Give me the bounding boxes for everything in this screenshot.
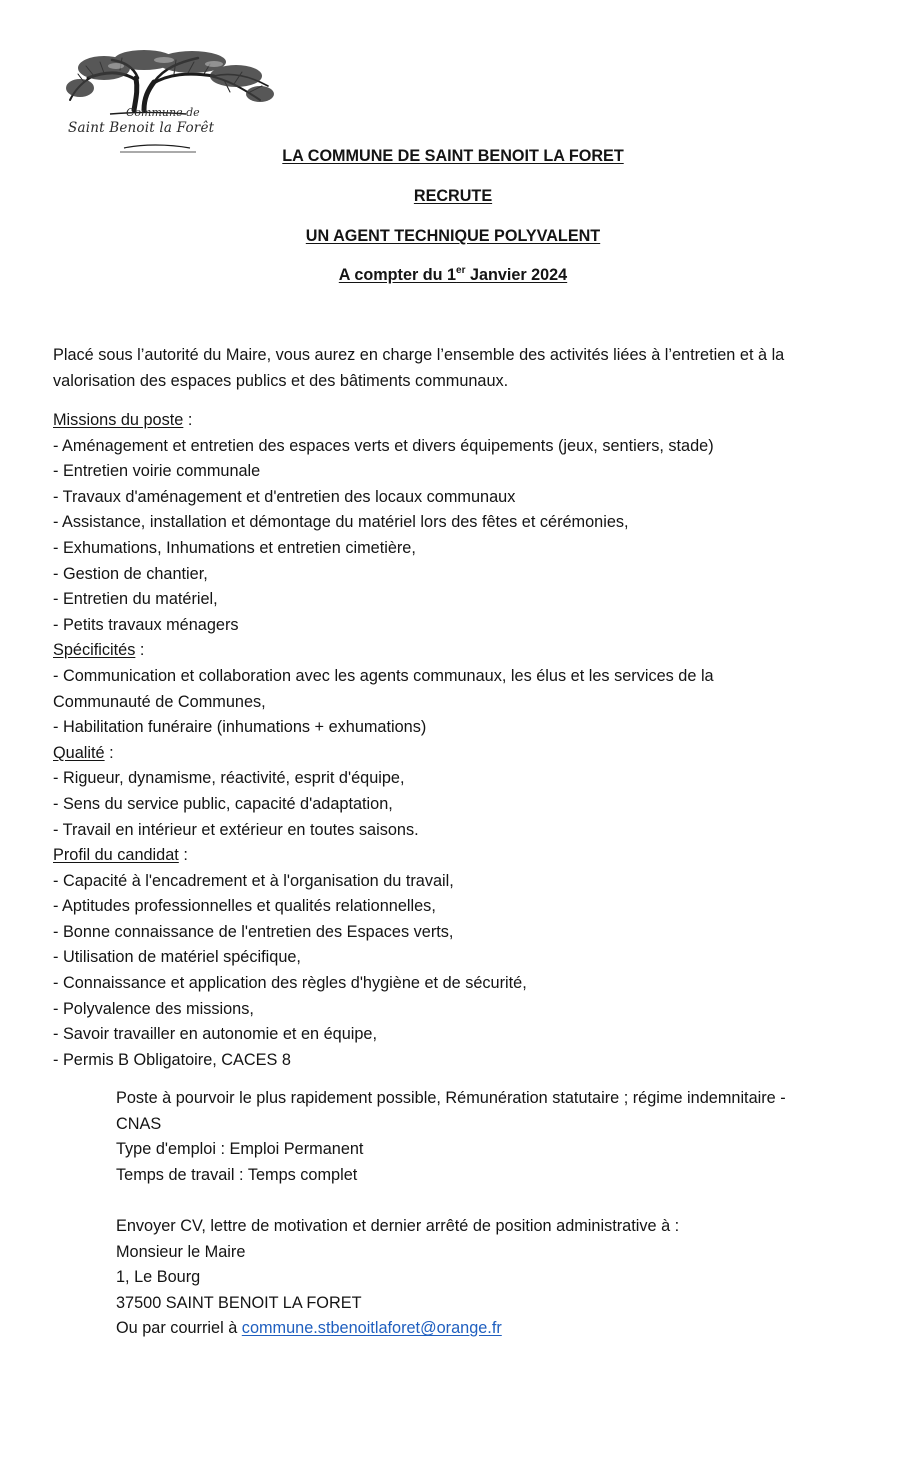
spacer bbox=[116, 1188, 866, 1214]
list-item: - Travail en intérieur et extérieur en toutes saisons. bbox=[53, 820, 419, 839]
work-time: Temps de travail : Temps complet bbox=[116, 1165, 358, 1184]
section-title-missions: Missions du poste : bbox=[53, 411, 193, 429]
list-item: - Rigueur, dynamisme, réactivité, esprit d'équipe, bbox=[53, 769, 405, 788]
list-item: - Travaux d'aménagement et d'entretien des locaux communaux bbox=[53, 487, 516, 506]
send-instructions: Envoyer CV, lettre de motivation et dernier arrêté de position administrative à : bbox=[116, 1216, 680, 1235]
list-item: - Gestion de chantier, bbox=[53, 564, 208, 583]
section-title-label: Spécificités bbox=[53, 641, 136, 660]
section-title-label: Missions du poste bbox=[53, 411, 184, 429]
start-date-suffix: Janvier 2024 bbox=[465, 266, 568, 284]
oak-tree-icon bbox=[64, 48, 276, 160]
list-item: - Savoir travailler en autonomie et en équipe, bbox=[53, 1025, 378, 1044]
conditions-line-1: Poste à pourvoir le plus rapidement possible, Rémunération statutaire ; régime indemnitaire - bbox=[116, 1089, 786, 1107]
intro-paragraph: Placé sous l’autorité du Maire, vous aurez en charge l’ensemble des activités liées à l’entretien et à la valorisation des espaces publics et des bâtiments communaux. bbox=[53, 346, 785, 390]
list-item: - Connaissance et application des règles d'hygiène et de sécurité, bbox=[53, 974, 527, 993]
conditions-line-2: CNAS bbox=[116, 1114, 162, 1133]
list-item: - Permis B Obligatoire, CACES 8 bbox=[53, 1050, 291, 1069]
job-type: Type d'emploi : Emploi Permanent bbox=[116, 1140, 364, 1159]
start-date-prefix: A compter du 1 bbox=[338, 266, 457, 284]
list-item: - Entretien voirie communale bbox=[53, 462, 261, 481]
list-item: - Communication et collaboration avec les agents communaux, les élus et les services de la bbox=[53, 666, 714, 685]
application-info bbox=[116, 1086, 866, 1342]
list-item: - Assistance, installation et démontage du matériel lors des fêtes et cérémonies, bbox=[53, 513, 629, 532]
address-line-2: 37500 SAINT BENOIT LA FORET bbox=[116, 1293, 362, 1312]
address-line-1: 1, Le Bourg bbox=[116, 1268, 201, 1287]
list-item: - Utilisation de matériel spécifique, bbox=[53, 948, 301, 967]
email-link[interactable]: commune.stbenoitlaforet@orange.fr bbox=[241, 1319, 502, 1338]
section-title-qualite: Qualité : bbox=[53, 743, 114, 762]
list-item: - Bonne connaissance de l'entretien des Espaces verts, bbox=[53, 922, 454, 941]
job-sections bbox=[53, 408, 873, 1073]
recipient: Monsieur le Maire bbox=[116, 1242, 246, 1261]
list-item: - Polyvalence des missions, bbox=[53, 999, 254, 1018]
list-item: - Exhumations, Inhumations et entretien cimetière, bbox=[53, 538, 416, 557]
position-heading: UN AGENT TECHNIQUE POLYVALENT bbox=[305, 227, 601, 245]
section-title-specificites: Spécificités : bbox=[53, 641, 145, 660]
list-item: - Aménagement et entretien des espaces verts et divers équipements (jeux, sentiers, stade) bbox=[53, 436, 714, 455]
list-item: Communauté de Communes, bbox=[53, 692, 266, 711]
logo-line-1: Commune de bbox=[126, 106, 200, 119]
start-date-heading bbox=[0, 265, 906, 285]
recruits-heading: RECRUTE bbox=[413, 187, 493, 205]
list-item: - Sens du service public, capacité d'adaptation, bbox=[53, 794, 393, 813]
email-prefix: Ou par courriel à bbox=[116, 1319, 242, 1338]
list-item: - Entretien du matériel, bbox=[53, 590, 218, 609]
commune-logo bbox=[64, 48, 276, 160]
email-line bbox=[116, 1316, 866, 1342]
page-title: LA COMMUNE DE SAINT BENOIT LA FORET bbox=[282, 147, 624, 165]
section-title-profil: Profil du candidat : bbox=[53, 846, 188, 865]
section-title-label: Qualité bbox=[53, 743, 105, 762]
logo-line-2: Saint Benoit la Forêt bbox=[68, 120, 215, 136]
section-title-label: Profil du candidat bbox=[53, 846, 179, 865]
start-date-sup: er bbox=[456, 264, 466, 276]
list-item: - Aptitudes professionnelles et qualités relationnelles, bbox=[53, 897, 436, 916]
list-item: - Petits travaux ménagers bbox=[53, 615, 239, 634]
list-item: - Habilitation funéraire (inhumations + exhumations) bbox=[53, 718, 427, 737]
list-item: - Capacité à l'encadrement et à l'organisation du travail, bbox=[53, 871, 454, 890]
